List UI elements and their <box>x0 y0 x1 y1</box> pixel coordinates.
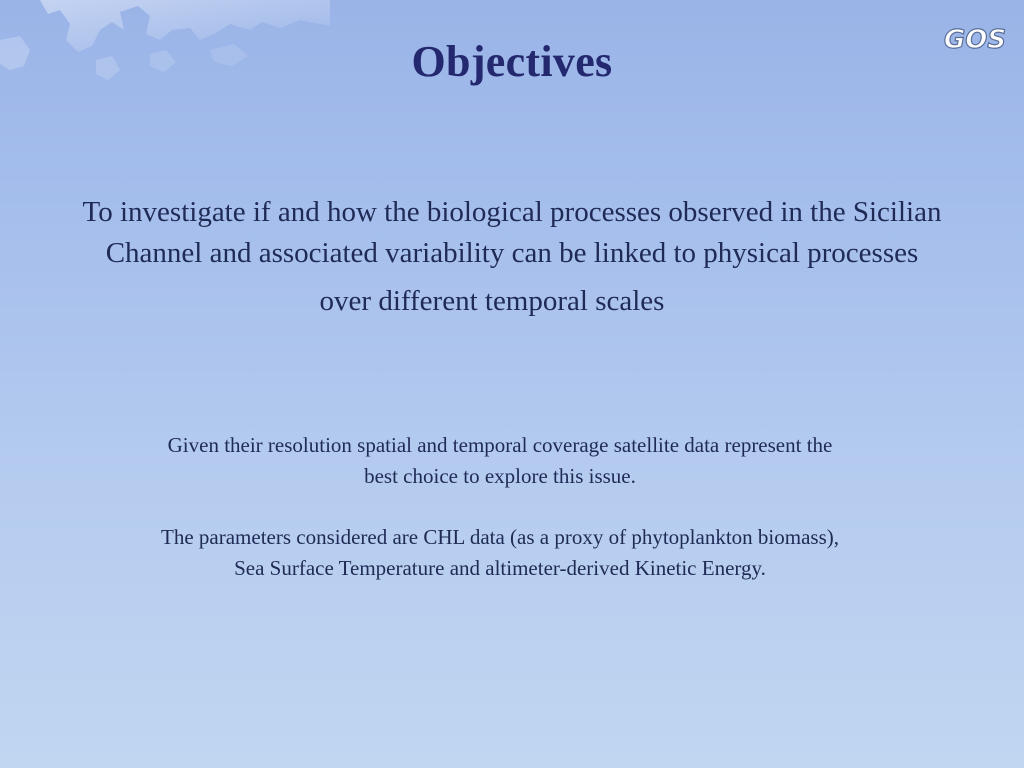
main-objective-line2: over different temporal scales <box>319 285 665 317</box>
satellite-data-paragraph: Given their resolution spatial and temporal coverage satellite data represent the best choice to explore this issue. <box>167 433 833 488</box>
gos-logo-text: GOS <box>943 25 1007 55</box>
main-objective-text <box>50 192 974 322</box>
slide-title: Objectives <box>411 37 613 86</box>
parameters-paragraph: The parameters considered are CHL data (as a proxy of phytoplankton biomass), Sea Surface Temperature and altimeter-derived Kinetic Energy. <box>161 525 839 580</box>
main-objective-line1: To investigate if and how the biological processes observed in the Sicilian Channel and associated variability can be linked to physical processes <box>82 196 942 269</box>
